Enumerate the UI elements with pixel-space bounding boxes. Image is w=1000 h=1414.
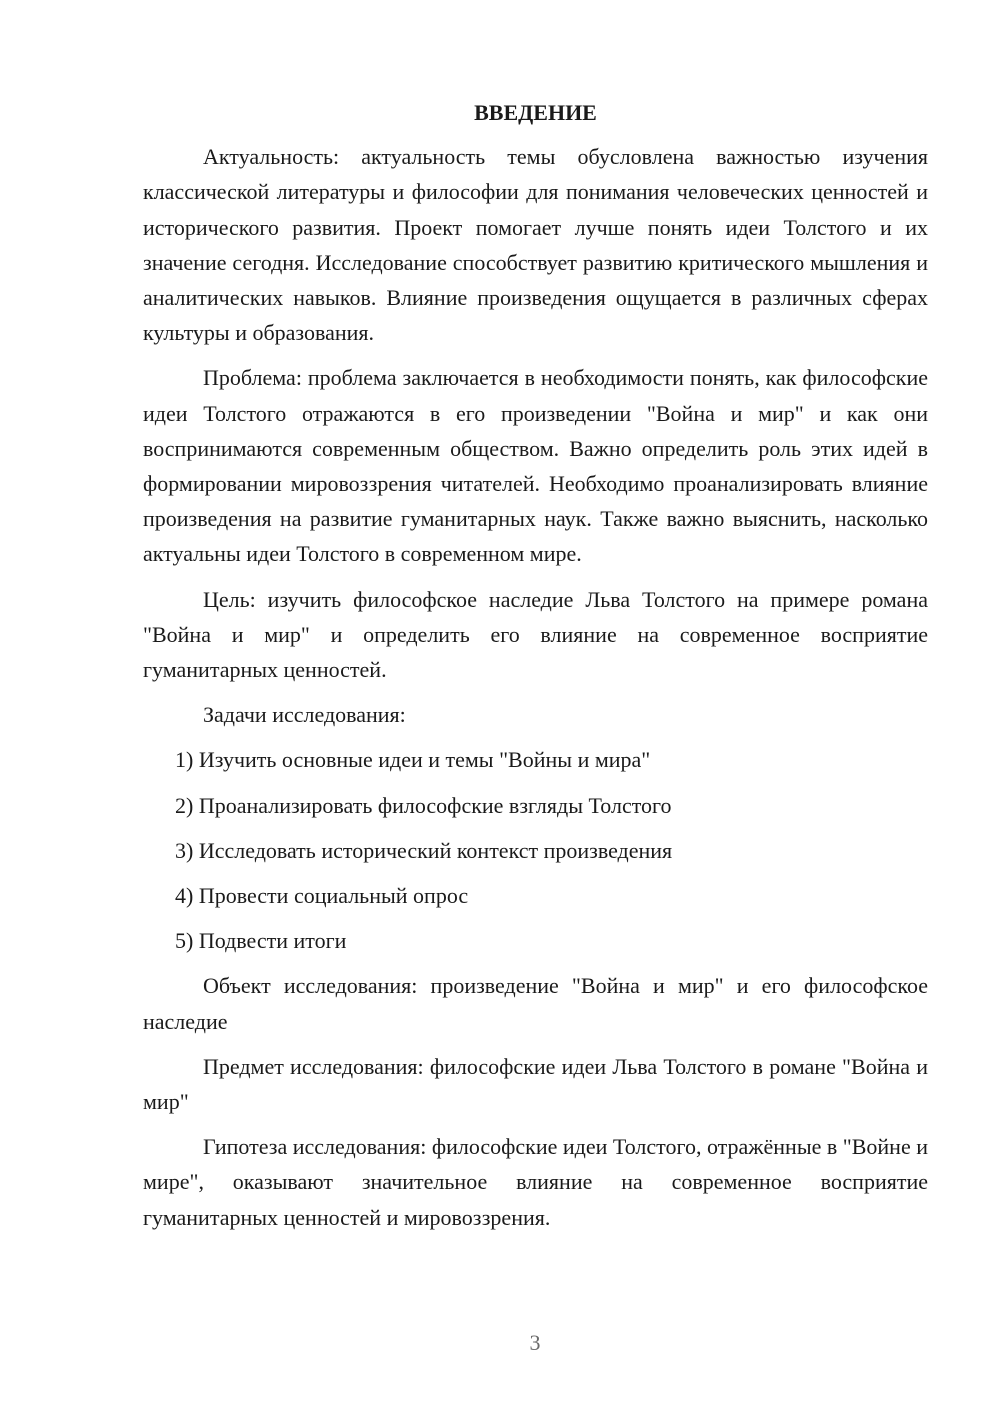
task-item: 2) Проанализировать философские взгляды Толстого <box>175 792 672 818</box>
task-item: 1) Изучить основные идеи и темы "Войны и мира" <box>175 747 651 773</box>
section-title: ВВЕДЕНИЕ <box>474 100 597 125</box>
task-item: 5) Подвести итоги <box>175 928 347 954</box>
paragraph-hypothesis: Гипотеза исследования: философские идеи Толстого, отражённые в "Войне и мире", оказывают значительное влияние на современное восприятие гуманитарных ценностей и мировоззрения. <box>143 1134 928 1230</box>
paragraph-relevance: Актуальность: актуальность темы обусловлена важностью изучения классической литературы и философии для понимания человеческих ценностей и исторического развития. Проект помогает лучше понять идеи Толстого и их значение сегодня. Исследование способствует развитию критического мышления и аналитических навыков. Влияние произведения ощущается в различных сферах культуры и образования. <box>143 144 928 346</box>
tasks-list <box>143 742 928 958</box>
document-page <box>143 95 928 1245</box>
page-number: 3 <box>529 1330 541 1355</box>
paragraph-problem: Проблема: проблема заключается в необходимости понять, как философские идеи Толстого отражаются в его произведении "Война и мир" и как они воспринимаются современным обществом. Важно определить роль этих идей в формировании мировоззрения читателей. Необходимо проанализировать влияние произведения на развитие гуманитарных наук. Также важно выяснить, насколько актуальны идеи Толстого в современном мире. <box>143 365 928 567</box>
task-item: 4) Провести социальный опрос <box>175 883 469 909</box>
paragraph-object: Объект исследования: произведение "Война и мир" и его философское наследие <box>143 973 928 1034</box>
paragraph-subject: Предмет исследования: философские идеи Льва Толстого в романе "Война и мир" <box>143 1053 928 1115</box>
tasks-heading: Задачи исследования: <box>203 702 406 728</box>
task-item: 3) Исследовать исторический контекст произведения <box>175 837 673 863</box>
paragraph-goal: Цель: изучить философское наследие Льва Толстого на примере романа "Война и мир" и определить его влияние на современное восприятие гуманитарных ценностей. <box>143 586 928 683</box>
